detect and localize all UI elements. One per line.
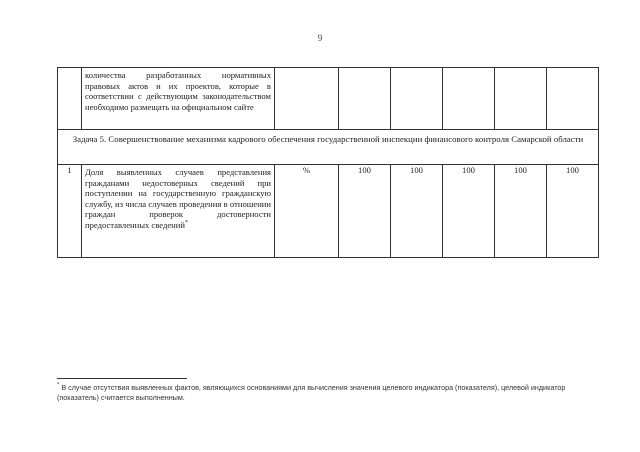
indicator-value: 100 <box>547 165 599 258</box>
indicator-description <box>82 165 274 233</box>
footnote-divider <box>57 378 187 379</box>
table-row-task <box>58 130 599 165</box>
cell-value <box>547 68 599 130</box>
task-heading: Задача 5. Совершенствование механизма кадрового обеспечения государственной инспекции финансового контроля Самарской области <box>72 134 584 144</box>
cell-unit <box>275 68 339 130</box>
page-number: 9 <box>317 33 323 43</box>
cell-description <box>82 68 275 130</box>
footnote-text: В случае отсутствия выявленных фактов, являющихся основаниями для вычисления значения целевого индикатора (показателя), целевой индикатор (показатель) считается выполненным. <box>57 383 566 402</box>
cell-value <box>391 68 443 130</box>
indicator-number: 1 <box>58 165 82 258</box>
cell-value <box>443 68 495 130</box>
cell-number <box>58 68 82 130</box>
cell-value <box>339 68 391 130</box>
footnote-reference: * <box>184 220 188 227</box>
cell-value <box>495 68 547 130</box>
indicators-table <box>57 67 599 258</box>
indicator-value: 100 <box>339 165 391 258</box>
cell-description <box>82 165 275 258</box>
footnote <box>57 383 602 403</box>
table-row-continuation <box>58 68 599 130</box>
indicator-value: 100 <box>391 165 443 258</box>
continuation-text: количества разработанных нормативных правовых актов и их проектов, которые в соответствии с действующим законодательством необходимо размещать на официальном сайте <box>85 70 271 112</box>
footnote-mark: * <box>57 382 60 389</box>
indicator-text: Доля выявленных случаев представления гражданами недостоверных сведений при поступлении на государственную гражданскую службу, из числа случаев проведения в отношении граждан проверок достоверности предоставленных сведений <box>85 167 271 230</box>
indicator-unit: % <box>275 165 339 258</box>
indicator-value: 100 <box>443 165 495 258</box>
task-cell <box>58 130 599 165</box>
indicator-value: 100 <box>495 165 547 258</box>
table-row-indicator <box>58 165 599 258</box>
